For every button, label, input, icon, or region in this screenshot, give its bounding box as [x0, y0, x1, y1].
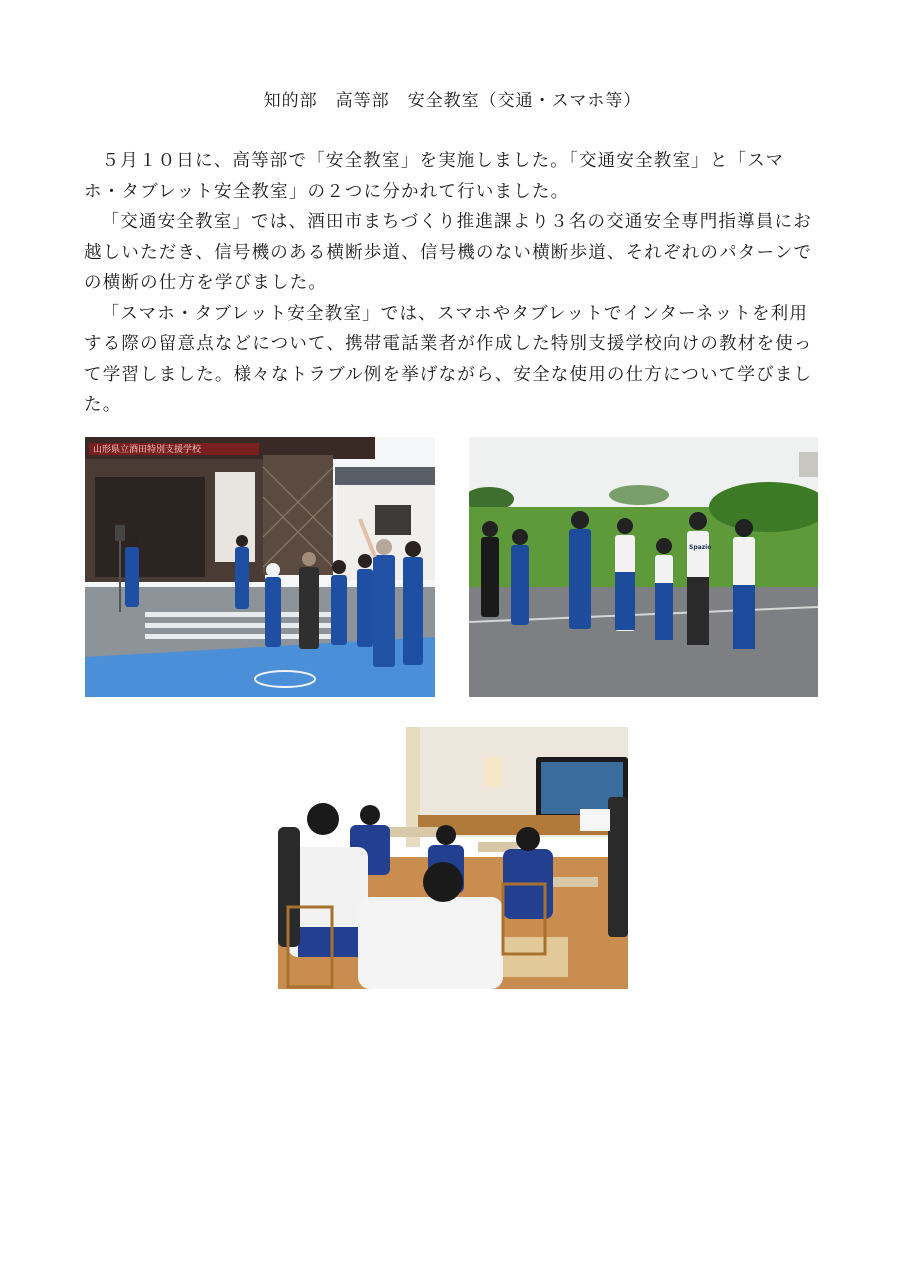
road-walk-photo: [469, 437, 818, 697]
shirt-logo-text: Spazio: [689, 544, 712, 551]
handout-sheet: [580, 809, 610, 831]
classroom-lesson-photo: [278, 727, 628, 989]
pedestrian-signal: [115, 525, 125, 541]
window: [375, 505, 411, 535]
crosswalk-practice-illustration: [85, 437, 435, 697]
paragraph-traffic-safety: 「交通安全教室」では、酒田市まちづくり推進課より３名の交通安全専門指導員にお越しいただき、信号機のある横断歩道、信号機のない横断歩道、それぞれのパターンでの横断の仕方を学びました。: [84, 212, 813, 293]
entrance-wall: [215, 472, 255, 562]
page-title: 知的部 高等部 安全教室（交通・スマホ等）: [263, 91, 642, 111]
desk-right: [548, 877, 598, 887]
wall-poster: [483, 757, 503, 787]
tree-distant: [609, 485, 669, 505]
classroom-lesson-illustration: [278, 727, 628, 989]
desk-back: [388, 827, 438, 837]
paragraph-intro: ５月１０日に、高等部で「安全教室」を実施しました。「交通安全教室」と「スマホ・タブレット安全教室」の２つに分かれて行いました。: [84, 151, 785, 202]
school-sign-text: 山形県立酒田特別支援学校: [93, 445, 202, 455]
report-body: [84, 146, 820, 421]
crosswalk-practice-photo: [85, 437, 435, 697]
paragraph-smartphone-safety: 「スマホ・タブレット安全教室」では、スマホやタブレットでインターネットを利用する際の留意点などについて、携帯電話業者が作成した特別支援学校向けの教材を使って学習しました。様々なトラブル例を挙げながら、安全な使用の仕方について学びました。: [84, 303, 813, 415]
distant-building: [799, 452, 818, 477]
road-walk-illustration: [469, 437, 818, 697]
glass-doors: [95, 477, 205, 577]
side-roof: [335, 467, 435, 485]
